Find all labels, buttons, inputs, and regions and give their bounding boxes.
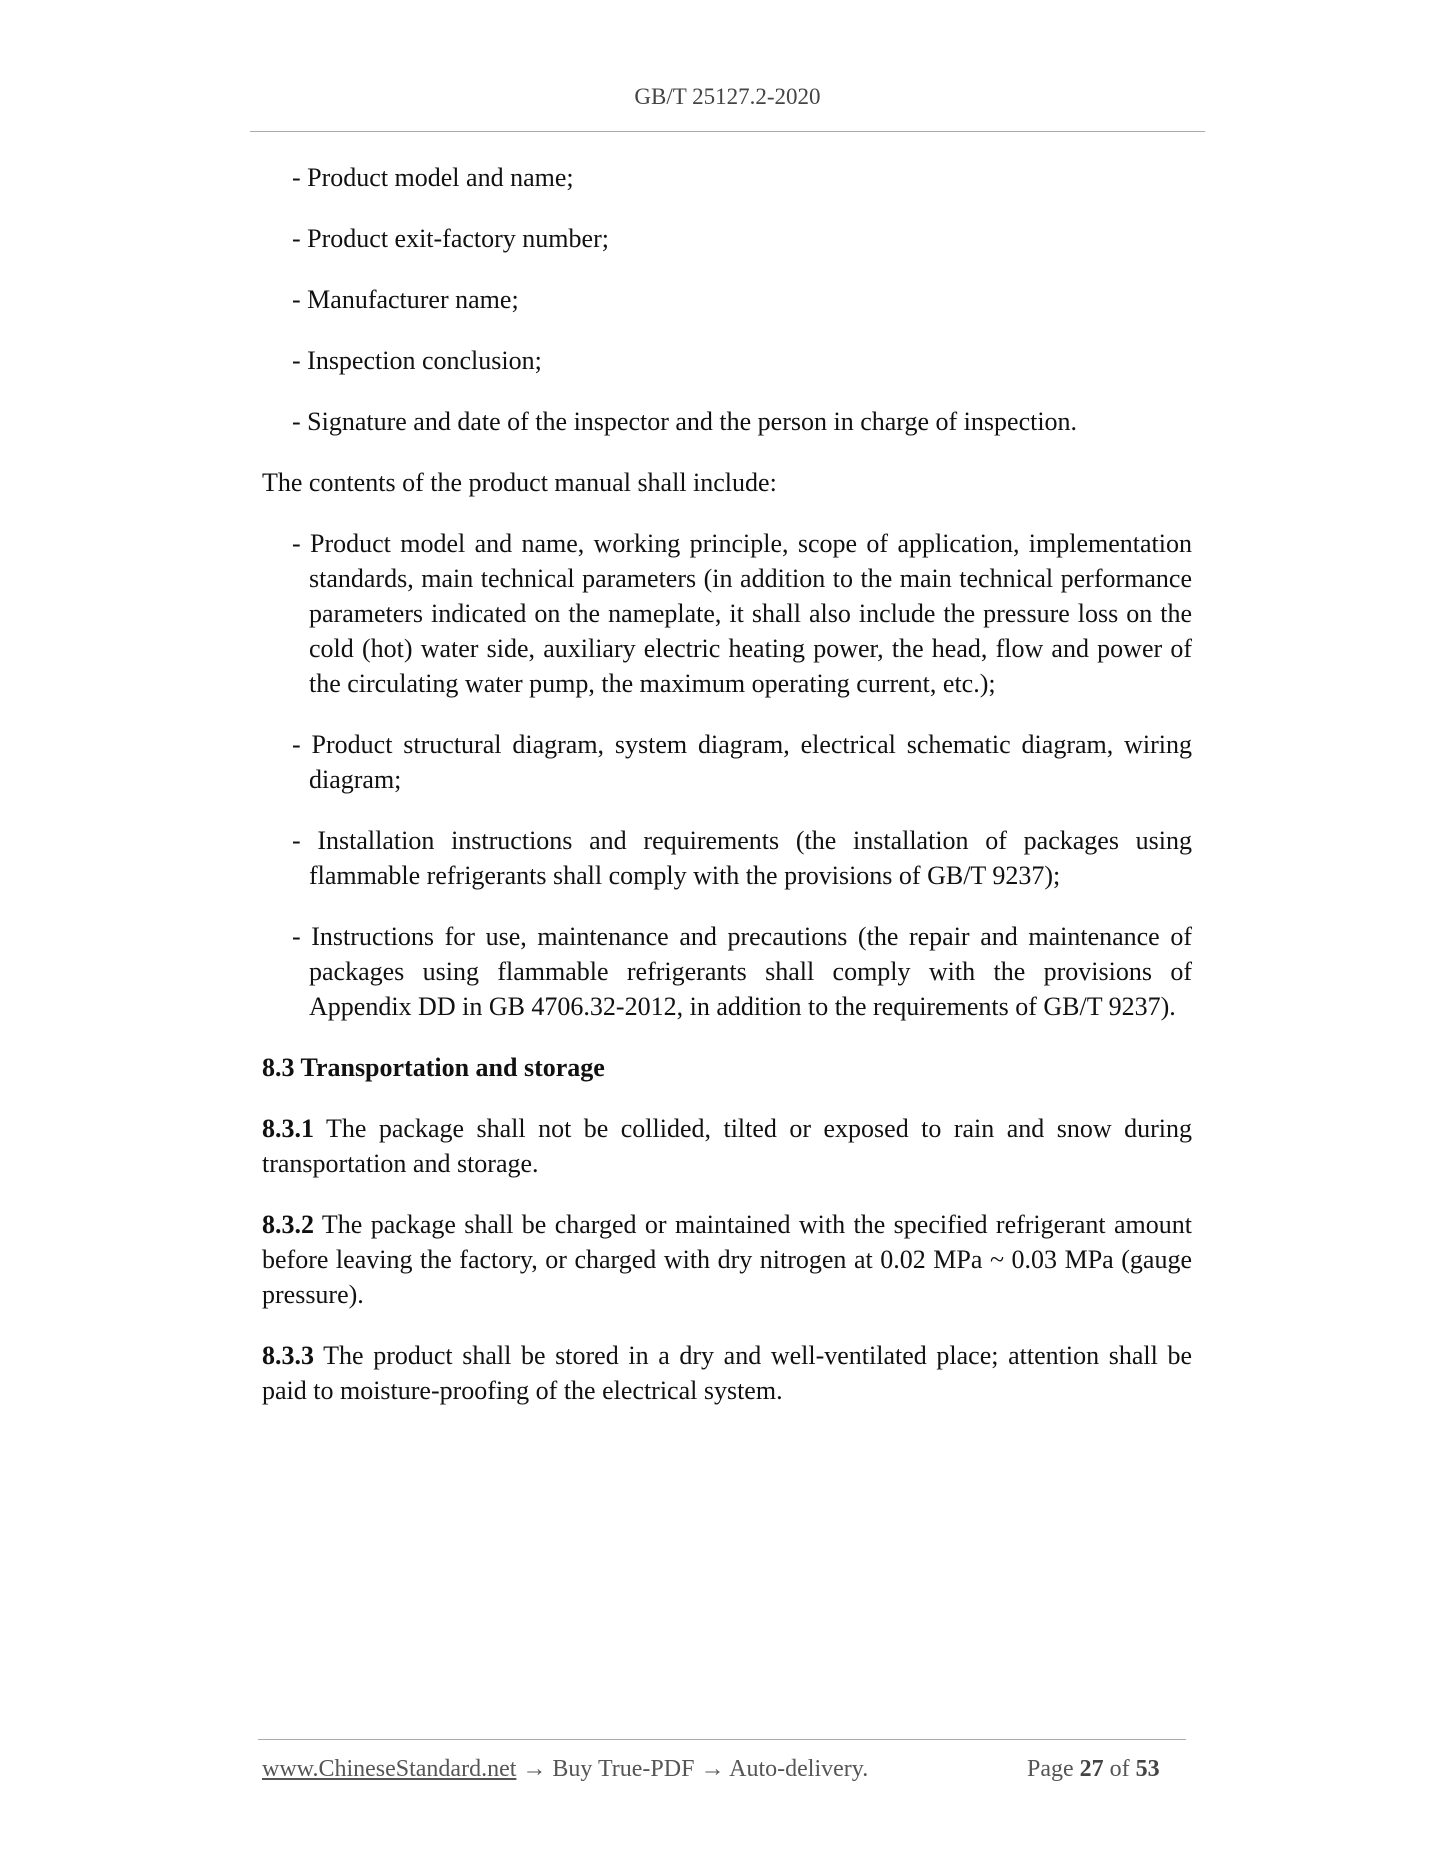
header-divider xyxy=(250,131,1205,132)
site-link[interactable]: www.ChineseStandard.net xyxy=(262,1756,517,1782)
page-number xyxy=(1027,1756,1160,1783)
page-total: 53 xyxy=(1135,1756,1160,1782)
arrow-right-icon: → xyxy=(516,1756,553,1782)
page-label: Page xyxy=(1027,1756,1074,1782)
clause-text: The product shall be stored in a dry and well-ventilated place; attention shall be paid to moisture-proofing of the electrical system. xyxy=(262,1341,1192,1405)
footer-divider xyxy=(258,1739,1186,1740)
buy-text: Buy True-PDF xyxy=(552,1756,695,1782)
page-of: of xyxy=(1109,1756,1130,1782)
delivery-text: Auto-delivery. xyxy=(729,1756,869,1782)
clause-number: 8.3.3 xyxy=(262,1341,314,1370)
list-item: - Product model and name, working principle, scope of application, implementation standards, main technical parameters (in addition to the main technical performance parameters indicated on the nameplate, it shall also include the pressure loss on the cold (hot) water side, auxiliary electric heating power, the head, flow and power of the circulating water pump, the maximum operating current, etc.); xyxy=(292,529,1192,698)
list-item: - Instructions for use, maintenance and precautions (the repair and maintenance of packages using flammable refrigerants shall comply with the provisions of Appendix DD in GB 4706.32-2012, in addition to the requirements of GB/T 9237). xyxy=(292,922,1192,1021)
section-heading: 8.3 Transportation and storage xyxy=(262,1053,605,1082)
clause-number: 8.3.1 xyxy=(262,1114,314,1143)
list-item: - Inspection conclusion; xyxy=(292,346,542,375)
clause-number: 8.3.2 xyxy=(262,1210,314,1239)
clause-text: The package shall be charged or maintained with the specified refrigerant amount before leaving the factory, or charged with dry nitrogen at 0.02 MPa ~ 0.03 MPa (gauge pressure). xyxy=(262,1210,1192,1309)
list-item: - Product exit-factory number; xyxy=(292,224,609,253)
list-item: - Installation instructions and requirements (the installation of packages using flammable refrigerants shall comply with the provisions of GB/T 9237); xyxy=(292,826,1192,890)
page-header: GB/T 25127.2-2020 xyxy=(634,84,821,109)
clause-8-3-1 xyxy=(262,1111,1192,1181)
page-current: 27 xyxy=(1079,1756,1104,1782)
clause-8-3-3 xyxy=(262,1338,1192,1408)
list-item: - Manufacturer name; xyxy=(292,285,519,314)
list-item: - Product structural diagram, system diagram, electrical schematic diagram, wiring diagram; xyxy=(292,730,1192,794)
arrow-right-icon: → xyxy=(694,1756,730,1782)
list-item: - Signature and date of the inspector and the person in charge of inspection. xyxy=(292,407,1078,436)
list-item: - Product model and name; xyxy=(292,163,574,192)
clause-text: The package shall not be collided, tilted or exposed to rain and snow during transportation and storage. xyxy=(262,1114,1192,1178)
page-content xyxy=(262,160,1192,1434)
clause-8-3-2 xyxy=(262,1207,1192,1312)
manual-intro: The contents of the product manual shall include: xyxy=(262,468,777,497)
footer-promo xyxy=(262,1756,868,1783)
